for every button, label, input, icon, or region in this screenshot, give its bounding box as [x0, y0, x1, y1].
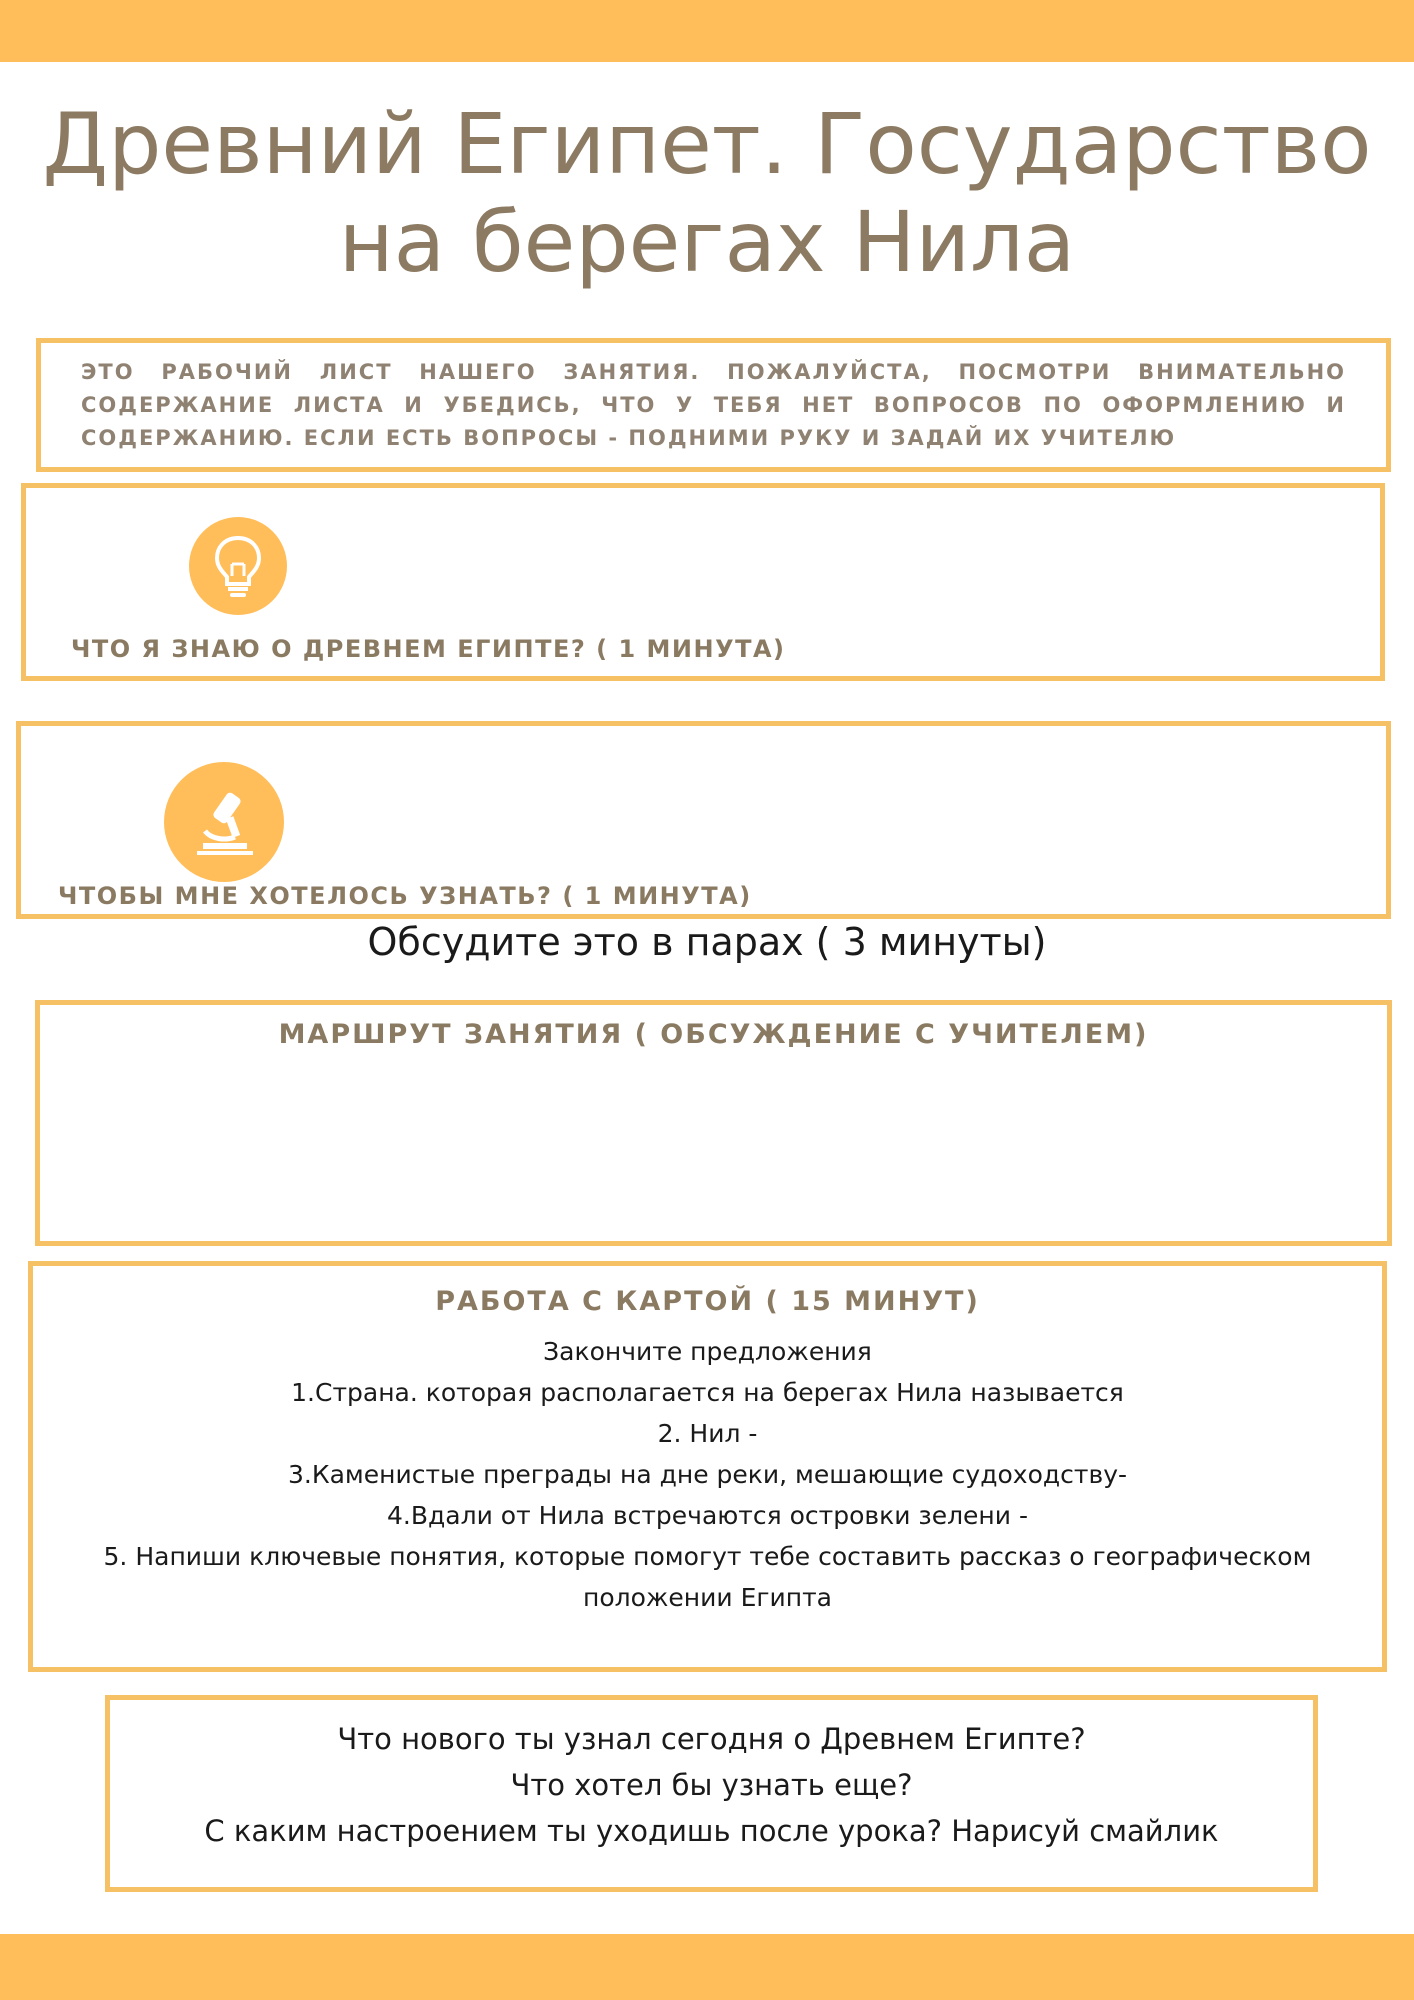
microscope-icon [164, 762, 284, 882]
map-task-line: 2. Нил - [657, 1419, 758, 1448]
reflection-question: Что хотел бы узнать еще? [510, 1768, 913, 1802]
wish-box[interactable] [16, 721, 1391, 919]
page-title: Древний Египет. Государство на берегах Нила [42, 95, 1372, 291]
map-task-line: 4.Вдали от Нила встречаются островки зелени - [387, 1501, 1028, 1530]
map-task-list [63, 1331, 1352, 1618]
reflection-box[interactable] [105, 1695, 1318, 1892]
route-box[interactable] [35, 1000, 1392, 1246]
map-task-line: 3.Каменистые преграды на дне реки, мешающие судоходству- [287, 1460, 1128, 1489]
reflection-questions [120, 1716, 1303, 1854]
discuss-instruction: Обсудите это в парах ( 3 минуты) [367, 920, 1047, 964]
know-box[interactable] [21, 483, 1385, 681]
know-label: ЧТО Я ЗНАЮ О ДРЕВНЕМ ЕГИПТЕ? ( 1 МИНУТА) [71, 635, 786, 663]
map-task-line: 5. Напиши ключевые понятия, которые помогут тебе составить рассказ о географическом положении Египта [103, 1542, 1312, 1612]
map-heading: РАБОТА С КАРТОЙ ( 15 МИНУТ) [435, 1286, 980, 1317]
bottom-accent-band [0, 1934, 1414, 2000]
map-task-line: 1.Страна. которая располагается на берегах Нила называется [291, 1378, 1124, 1407]
reflection-question: С каким настроением ты уходишь после урока? Нарисуй смайлик [204, 1814, 1219, 1848]
lightbulb-icon [189, 517, 287, 615]
top-accent-band [0, 0, 1414, 62]
map-work-box[interactable] [28, 1261, 1387, 1672]
intro-text: ЭТО РАБОЧИЙ ЛИСТ НАШЕГО ЗАНЯТИЯ. ПОЖАЛУЙСТА, ПОСМОТРИ ВНИМАТЕЛЬНО СОДЕРЖАНИЕ ЛИСТА И УБЕДИСЬ, ЧТО У ТЕБЯ НЕТ ВОПРОСОВ ПО ОФОРМЛЕНИЮ И СОДЕРЖАНИЮ. ЕСЛИ ЕСТЬ ВОПРОСЫ - ПОДНИМИ РУКУ И ЗАДАЙ ИХ УЧИТЕЛЮ [81, 360, 1346, 450]
intro-box [36, 338, 1391, 472]
route-heading: МАРШРУТ ЗАНЯТИЯ ( ОБСУЖДЕНИЕ С УЧИТЕЛЕМ) [278, 1019, 1149, 1050]
wish-label: ЧТОБЫ МНЕ ХОТЕЛОСЬ УЗНАТЬ? ( 1 МИНУТА) [58, 882, 752, 910]
map-task-line: Закончите предложения [543, 1337, 872, 1366]
reflection-question: Что нового ты узнал сегодня о Древнем Египте? [337, 1722, 1086, 1756]
